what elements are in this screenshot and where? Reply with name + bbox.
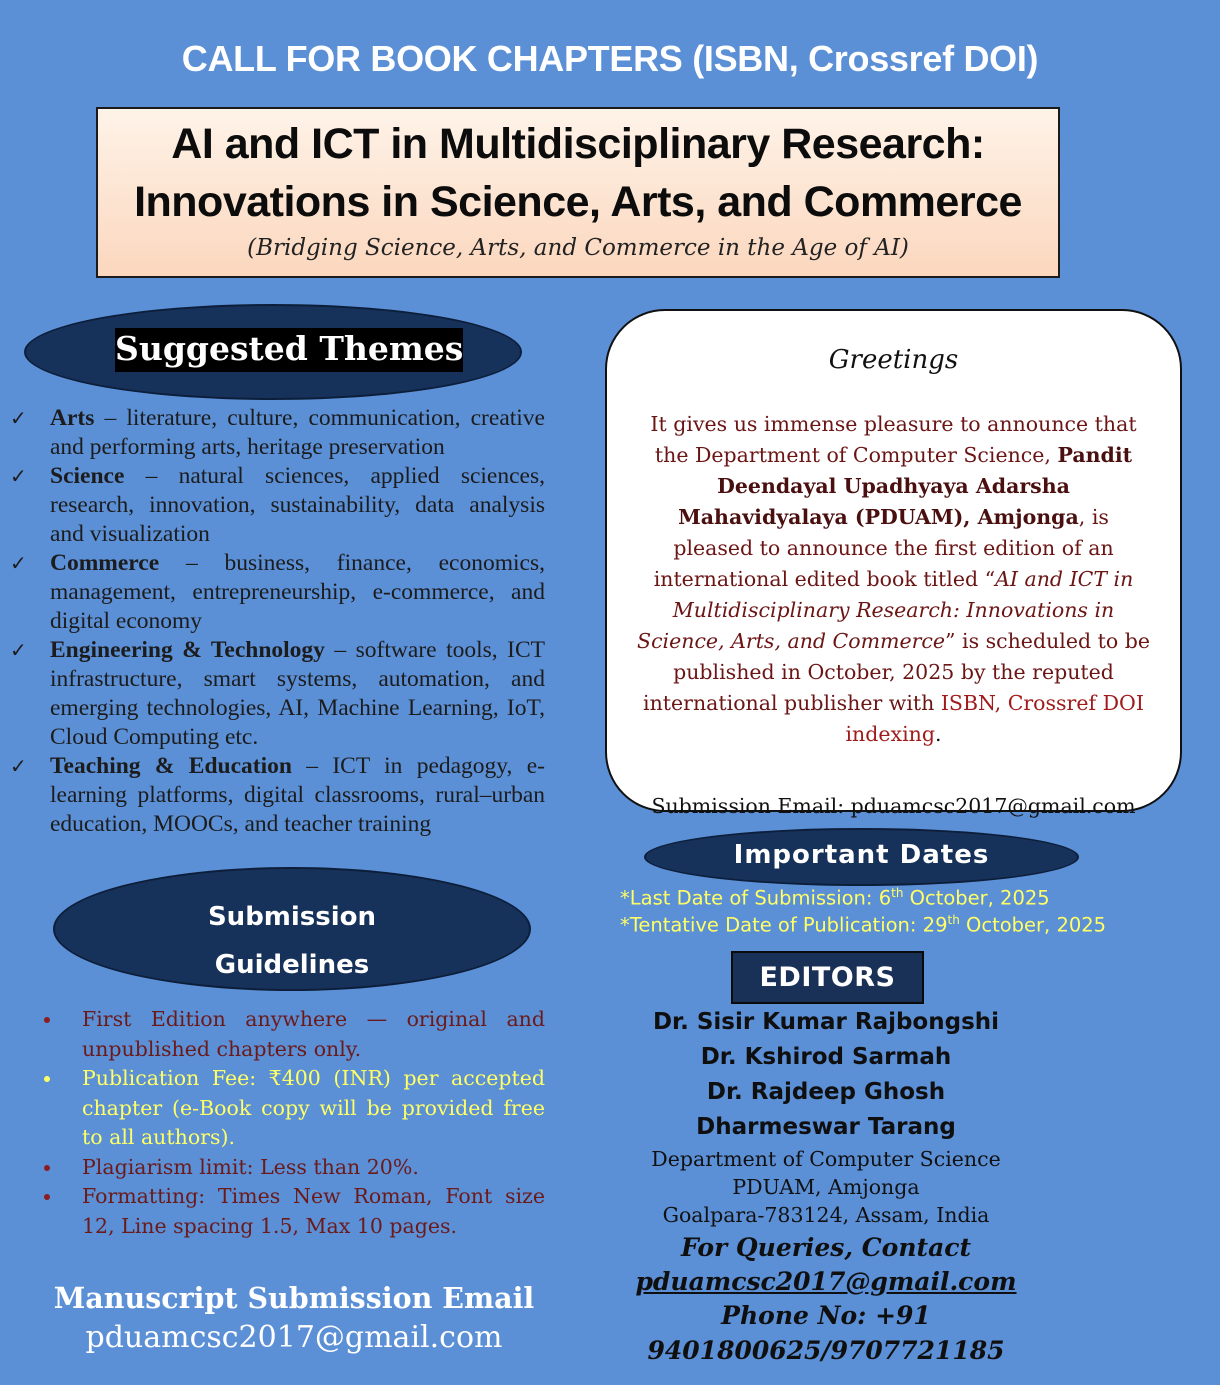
theme-desc: – business, finance, economics, management, entrepreneurship, e-commerce, and digital economy: [50, 550, 545, 634]
greetings-body: [637, 409, 1150, 750]
theme-item: [10, 404, 545, 462]
check-icon: ✓: [10, 754, 27, 778]
book-title-line-2: Innovations in Science, Arts, and Commerce: [134, 178, 1022, 226]
guidelines-heading-line-1: Submission: [207, 902, 377, 932]
book-title-line-1: AI and ICT in Multidisciplinary Research:: [171, 120, 985, 168]
theme-desc: – ICT in pedagogy, e-learning platforms, digital classrooms, rural–urban education, MOOCs, and teacher training: [50, 753, 545, 837]
guideline-item: Publication Fee: ₹400 (INR) per accepted chapter (e-Book copy will be provided free to all authors).: [42, 1064, 545, 1153]
phone-label: Phone No: +91: [721, 1301, 931, 1330]
themes-heading: Suggested Themes: [115, 328, 463, 372]
call-for-chapters-title: CALL FOR BOOK CHAPTERS (ISBN, Crossref DOI): [181, 38, 1039, 79]
check-icon: ✓: [10, 638, 27, 662]
editors-heading: EDITORS: [731, 951, 924, 1004]
book-title-inline: AI and ICT in Multidisciplinary Research: Innovations in Science, Arts, and Commerce: [637, 567, 1134, 653]
book-subtitle: (Bridging Science, Arts, and Commerce in the Age of AI): [247, 235, 909, 261]
manuscript-email[interactable]: pduamcsc2017@gmail.com: [85, 1320, 503, 1355]
book-title-box: [96, 107, 1060, 278]
college-name: Pandit Deendayal Upadhyaya Adarsha Mahavidyalaya (PDUAM), Amjonga: [678, 443, 1133, 529]
indexing-text: ISBN, Crossref DOI indexing: [845, 691, 1144, 746]
themes-list: [10, 404, 545, 839]
queries-label: For Queries, Contact: [680, 1233, 972, 1262]
editor-name: Dr. Rajdeep Ghosh: [706, 1079, 946, 1105]
editor-college: PDUAM, Amjonga: [732, 1175, 920, 1199]
theme-name: Engineering & Technology: [50, 637, 325, 663]
editor-department: Department of Computer Science: [651, 1147, 1001, 1171]
last-date-submission: *Last Date of Submission: 6th October, 2025: [620, 886, 1050, 910]
editor-name: Dr. Kshirod Sarmah: [700, 1044, 952, 1070]
editor-name: Dharmeswar Tarang: [696, 1114, 956, 1140]
guideline-item: First Edition anywhere — original and unpublished chapters only.: [42, 1005, 545, 1064]
bullet-icon: [44, 1076, 50, 1082]
manuscript-email-title: Manuscript Submission Email: [53, 1281, 535, 1315]
check-icon: ✓: [10, 464, 27, 488]
bullet-icon: [44, 1017, 50, 1023]
theme-name: Commerce: [50, 550, 160, 576]
greetings-submission-email[interactable]: Submission Email: pduamcsc2017@gmail.com: [651, 794, 1136, 818]
guideline-item: Plagiarism limit: Less than 20%.: [42, 1153, 545, 1183]
dates-heading: Important Dates: [733, 840, 990, 870]
phone-numbers[interactable]: 9401800625/9707721185: [647, 1336, 1005, 1365]
queries-email[interactable]: pduamcsc2017@gmail.com: [635, 1267, 1017, 1296]
greetings-title: Greetings: [828, 345, 959, 375]
editor-address: Goalpara-783124, Assam, India: [662, 1203, 990, 1227]
greetings-box: [605, 309, 1182, 818]
guidelines-heading-line-2: Guidelines: [214, 950, 370, 980]
theme-item: [10, 462, 545, 549]
greetings-text: , is pleased to announce the first edition of an international edited book titled “: [653, 505, 1114, 591]
theme-item: [10, 636, 545, 752]
theme-name: Teaching & Education: [50, 753, 292, 779]
theme-item: [10, 752, 545, 839]
greetings-text: .: [934, 722, 942, 746]
check-icon: ✓: [10, 551, 27, 575]
check-icon: ✓: [10, 406, 27, 430]
guidelines-list: [42, 1005, 545, 1241]
theme-desc: – natural sciences, applied sciences, research, innovation, sustainability, data analysis and visualization: [50, 463, 545, 547]
greetings-text: ” is scheduled to be published in October, 2025 by the reputed international publisher with: [643, 629, 1150, 715]
theme-desc: – literature, culture, communication, creative and performing arts, heritage preservation: [50, 405, 545, 460]
tentative-date-publication: *Tentative Date of Publication: 29th October, 2025: [620, 913, 1107, 937]
theme-name: Arts: [50, 405, 95, 431]
bullet-icon: [44, 1194, 50, 1200]
theme-name: Science: [50, 463, 125, 489]
guidelines-heading: [53, 893, 531, 989]
theme-item: [10, 549, 545, 636]
guideline-item: Formatting: Times New Roman, Font size 12, Line spacing 1.5, Max 10 pages.: [42, 1182, 545, 1241]
bullet-icon: [44, 1165, 50, 1171]
editor-name: Dr. Sisir Kumar Rajbongshi: [652, 1009, 1000, 1035]
greetings-text: It gives us immense pleasure to announce that the Department of Computer Science,: [650, 412, 1137, 467]
theme-desc: – software tools, ICT infrastructure, smart systems, automation, and emerging technologies, AI, Machine Learning, IoT, Cloud Computing etc.: [50, 637, 545, 750]
